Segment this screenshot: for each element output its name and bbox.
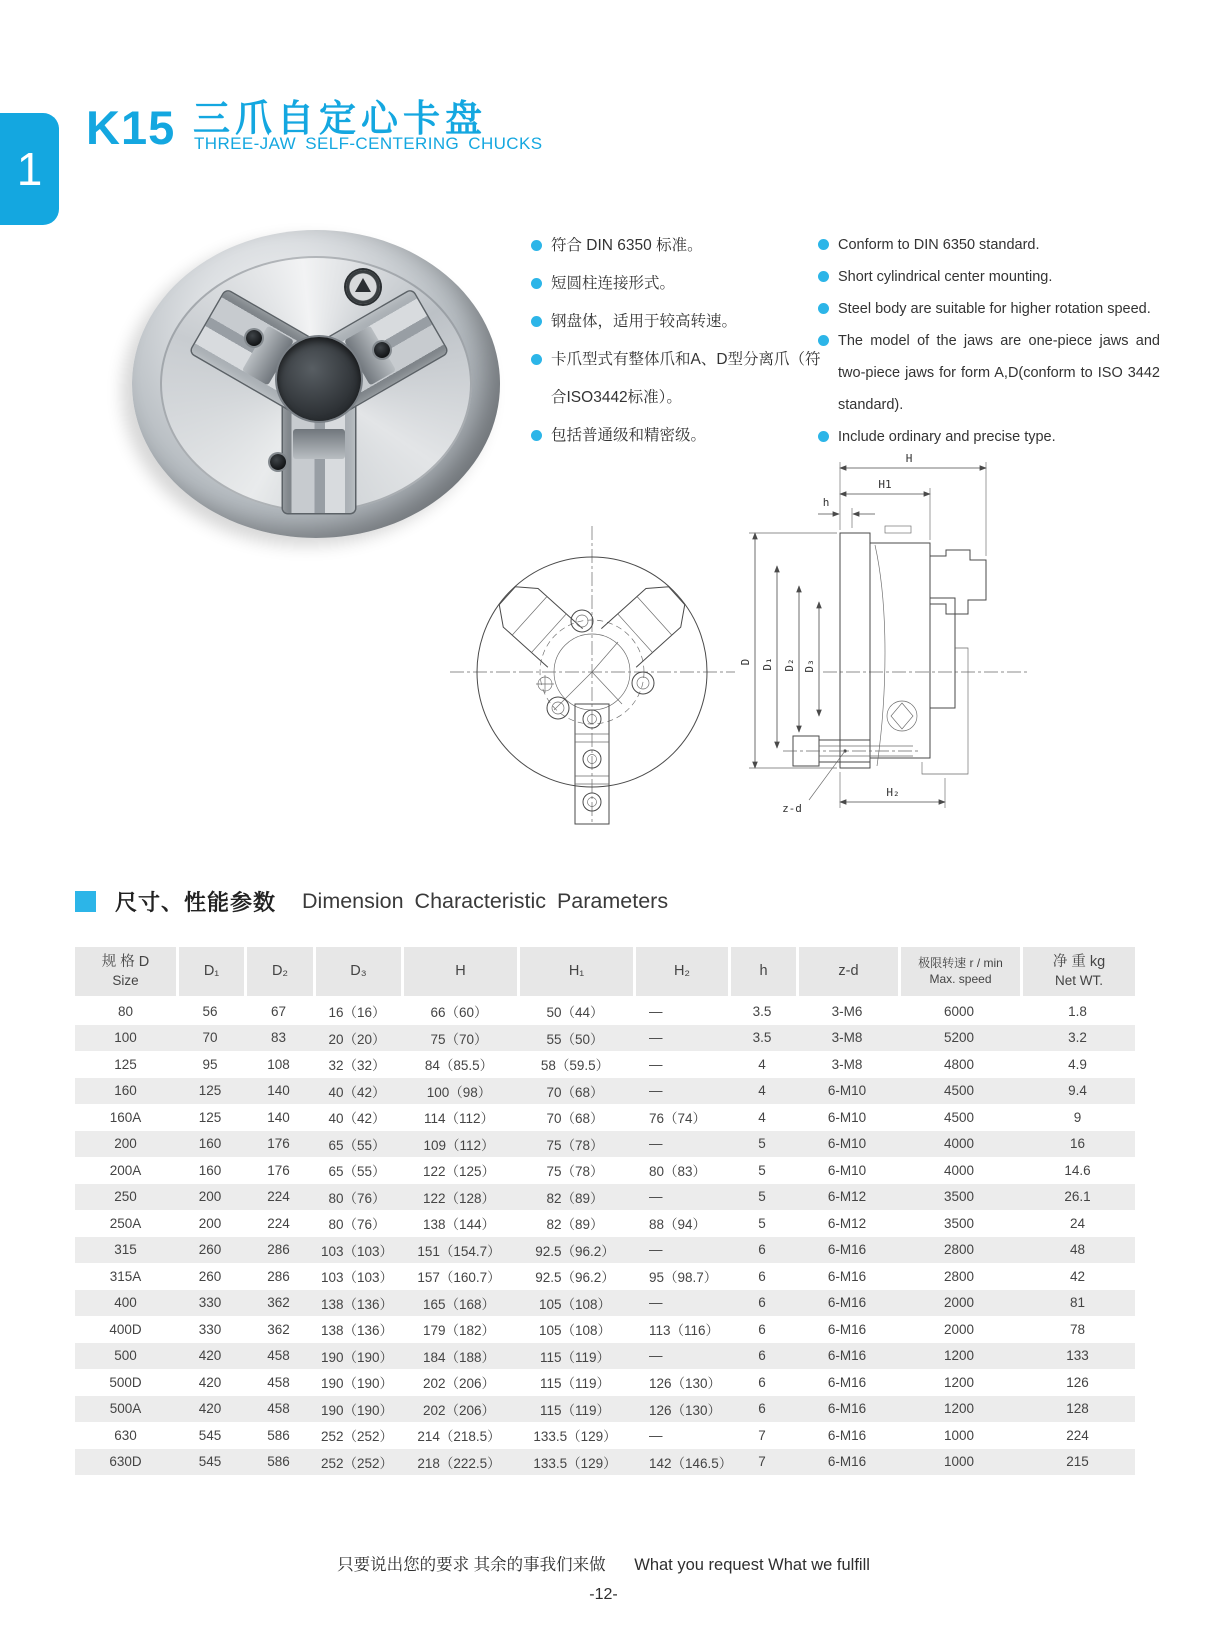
table-cell: 630D [75,1449,176,1476]
table-row [75,1263,1135,1290]
bullet-icon [531,354,542,365]
table-cell: 5 [728,1184,796,1211]
table-cell: 224 [244,1184,313,1211]
table-cell: 160 [198,1162,222,1178]
table-cell: 32（32） [328,1058,386,1074]
table-cell: 138（144） [422,1217,496,1233]
feature-text: The model of the jaws are one-piece jaws and two-piece jaws for form A,D(conform to ISO 3442 standard). [838,333,1160,413]
col-h-cap: H [401,947,517,998]
table-cell: 58（59.5） [540,1058,610,1074]
table-cell: 202（206） [422,1376,496,1392]
table-cell: 142（146.5） [633,1449,728,1476]
dim-label-H2: H₂ [886,786,900,799]
feature-text: 钢盘体，适用于较高转速。 [551,313,738,330]
table-cell: 6-M16 [796,1396,898,1423]
table-cell: — [633,1184,728,1211]
footer-slogan [0,1551,1207,1575]
table-cell: 630 [114,1427,137,1443]
table-cell: 362 [267,1321,290,1337]
table-cell: 20（20） [313,1025,401,1052]
feature-item [531,341,823,417]
table-row [75,1104,1135,1131]
table-cell: 6 [758,1268,766,1284]
table-cell: 3-M8 [796,1025,898,1052]
table-cell: 1200 [898,1396,1020,1423]
table-cell: 160 [75,1078,176,1105]
table-cell: 83 [244,1025,313,1052]
table-cell: 315A [109,1268,142,1284]
table-cell: 3.2 [1020,1025,1135,1052]
table-cell: 260 [176,1237,244,1264]
table-row [75,1237,1135,1264]
feature-text: 短圆柱连接形式。 [551,275,676,292]
bullet-icon [531,278,542,289]
table-cell: 6-M16 [827,1321,867,1337]
section-square-icon [75,891,96,912]
bullet-icon [818,303,829,314]
table-cell: 14.6 [1064,1162,1091,1178]
parameters-table-wrap [75,947,1135,1475]
table-cell: 82（89） [546,1217,604,1233]
table-cell: 125 [176,1078,244,1105]
table-cell: 3-M6 [831,1003,863,1019]
table-cell: 70（68） [546,1111,604,1127]
table-cell: 108 [267,1056,290,1072]
col-zd: z-d [796,947,898,998]
table-cell: 420 [176,1343,244,1370]
side-view [739,452,1030,815]
feature-item [818,325,1160,421]
table-row [75,1290,1135,1317]
table-cell: 133 [1020,1343,1135,1370]
screw-icon [374,342,390,358]
col-d3: D₃ [313,947,401,998]
table-cell: 78 [1069,1321,1086,1337]
table-cell: 50（44） [546,1005,604,1021]
chapter-number: 1 [16,143,43,195]
table-cell: 26.1 [1020,1184,1135,1211]
table-cell: 184（188） [401,1343,517,1370]
table-cell: 250A [109,1215,142,1231]
table-cell: 133.5（129） [517,1449,633,1476]
dim-label-H1: H1 [878,478,892,491]
bullet-icon [818,431,829,442]
table-cell: 6-M16 [827,1427,867,1443]
table-cell: 160 [176,1131,244,1158]
table-cell: 6-M10 [827,1162,867,1178]
table-cell: 6000 [943,1003,975,1019]
feature-text: 卡爪型式有整体爪和A、D型分离爪（符合ISO3442标准）。 [551,351,821,406]
col-max-speed: 极限转速 r / min Max. speed [898,947,1020,998]
table-cell: 3.5 [752,1003,772,1019]
table-cell: 6-M10 [796,1078,898,1105]
table-cell: 126（130） [633,1396,728,1423]
front-view [450,526,735,824]
table-cell: 5200 [898,1025,1020,1052]
table-cell: — [633,1343,728,1370]
table-cell: 92.5（96.2） [517,1237,633,1264]
feature-text: Steel body are suitable for higher rotation speed. [838,301,1151,317]
table-cell: 420 [176,1396,244,1423]
table-cell: — [633,1237,728,1264]
table-cell: 75（70） [401,1025,517,1052]
table-cell: 214（218.5） [417,1429,501,1445]
col-h: h [728,947,796,998]
feature-item [531,227,823,265]
feature-item [818,261,1160,293]
table-cell: 40（42） [328,1111,386,1127]
feature-list-en [818,229,1160,453]
table-cell: 4 [758,1109,766,1125]
table-row [75,1316,1135,1343]
feature-text: Short cylindrical center mounting. [838,269,1053,285]
table-cell: 500A [75,1396,176,1423]
table-cell: 42 [1069,1268,1086,1284]
bullet-icon [818,239,829,250]
table-row [75,1369,1135,1396]
table-cell: — [649,1003,663,1019]
table-cell: 55（50） [517,1025,633,1052]
table-cell: 56 [202,1003,218,1019]
table-cell: 160A [109,1109,142,1125]
section-title [75,886,668,917]
table-row [75,1396,1135,1423]
table-cell: 75（78） [517,1131,633,1158]
table-cell: 70 [176,1025,244,1052]
footer-slogan-cn: 只要说出您的要求 其余的事我们来做 [337,1556,606,1574]
table-cell: 4000 [943,1162,975,1178]
table-cell: 5 [758,1215,766,1231]
feature-text: Conform to DIN 6350 standard. [838,237,1040,253]
table-cell: 252（252） [320,1429,394,1445]
table-cell: 6-M12 [827,1215,867,1231]
table-cell: 100 [75,1025,176,1052]
table-cell: 4500 [943,1109,975,1125]
table-cell: 6 [728,1343,796,1370]
table-cell: 109（112） [401,1131,517,1158]
table-cell: 458 [244,1396,313,1423]
feature-list-cn [531,227,823,455]
table-cell: 67 [270,1003,287,1019]
table-cell: 100（98） [401,1078,517,1105]
table-cell: 128 [1020,1396,1135,1423]
table-cell: 3500 [943,1215,975,1231]
technical-drawing [415,448,1087,830]
table-cell: 48 [1020,1237,1135,1264]
dim-label-H: H [905,452,913,465]
table-cell: 65（55） [313,1131,401,1158]
table-cell: 6-M16 [796,1343,898,1370]
table-cell: — [633,1025,728,1052]
screw-icon [246,330,262,346]
footer-slogan-en: What you request What we fulfill [634,1556,870,1574]
table-cell: 157（160.7） [417,1270,501,1286]
table-cell: 40（42） [313,1078,401,1105]
table-cell: 420 [198,1374,222,1390]
table-cell: 176 [244,1131,313,1158]
table-cell: 1000 [943,1427,975,1443]
table-cell: 88（94） [649,1217,707,1233]
table-cell: 330 [198,1321,222,1337]
table-cell: 3500 [898,1184,1020,1211]
table-cell: 200 [198,1215,222,1231]
table-cell: 92.5（96.2） [535,1270,615,1286]
table-cell: 190（190） [313,1396,401,1423]
table-cell: 6-M16 [827,1374,867,1390]
table-body [75,998,1135,1475]
table-cell: — [633,1131,728,1158]
table-cell: 190（190） [313,1343,401,1370]
table-cell: 7 [728,1449,796,1476]
table-cell: 545 [198,1427,222,1443]
col-d1: D₁ [176,947,244,998]
table-cell: 95 [202,1056,218,1072]
col-net-weight: 净 重 kg Net WT. [1020,947,1135,998]
table-cell: 126 [1066,1374,1089,1390]
table-cell: 105（108） [517,1290,633,1317]
table-cell: 125 [198,1109,222,1125]
table-row [75,1025,1135,1052]
table-cell: 586 [244,1449,313,1476]
bullet-icon [531,316,542,327]
col-h1: H₁ [517,947,633,998]
table-cell: 84（85.5） [424,1058,494,1074]
table-cell: 330 [176,1290,244,1317]
table-cell: 24 [1069,1215,1086,1231]
table-cell: 6 [758,1374,766,1390]
table-cell: 151（154.7） [401,1237,517,1264]
table-cell: 2000 [898,1290,1020,1317]
table-cell: 115（119） [517,1343,633,1370]
parameters-table [75,947,1135,1475]
table-cell: 4000 [898,1131,1020,1158]
chuck-center-hole [277,337,361,421]
table-row [75,1131,1135,1158]
table-cell: 80（76） [313,1184,401,1211]
table-cell: 76（74） [649,1111,707,1127]
table-cell: 16（16） [328,1005,386,1021]
table-cell: 3.5 [728,1025,796,1052]
table-cell: 165（168） [401,1290,517,1317]
table-cell: 260 [198,1268,222,1284]
table-cell: 1.8 [1068,1003,1087,1019]
table-row [75,1157,1135,1184]
dim-label-D: D [739,658,752,666]
table-cell: 586 [267,1427,290,1443]
table-cell: 6-M16 [827,1268,867,1284]
page-title-en: THREE-JAW SELF-CENTERING CHUCKS [194,134,543,153]
page-number: -12- [589,1586,618,1603]
feature-item [531,265,823,303]
table-cell: 218（222.5） [401,1449,517,1476]
table-cell: 362 [244,1290,313,1317]
table-cell: — [633,1078,728,1105]
table-cell: 4 [758,1056,766,1072]
table-cell: 103（103） [320,1270,394,1286]
table-cell: 114（112） [423,1111,495,1127]
screw-icon [270,454,286,470]
table-cell: 6 [728,1237,796,1264]
dim-label-h: h [822,496,830,509]
feature-item [531,303,823,341]
table-cell: 103（103） [313,1237,401,1264]
table-cell: 200 [176,1184,244,1211]
col-h2: H₂ [633,947,728,998]
feature-item [818,293,1160,325]
table-row [75,1184,1135,1211]
table-cell: 3-M8 [831,1056,863,1072]
table-cell: 126（130） [649,1376,722,1392]
dim-label-D3: D₃ [803,659,816,673]
table-row [75,1343,1135,1370]
table-cell: 6-M12 [796,1184,898,1211]
table-cell: 6-M16 [796,1237,898,1264]
table-cell: 4800 [943,1056,975,1072]
table-cell: 176 [267,1162,290,1178]
col-size: 规 格 D Size [75,947,176,998]
table-cell: 6-M16 [796,1449,898,1476]
table-cell: 224 [267,1215,290,1231]
table-cell: 4500 [898,1078,1020,1105]
table-cell: 138（136） [320,1323,394,1339]
table-cell: 82（89） [517,1184,633,1211]
table-cell: 190（190） [320,1376,394,1392]
table-cell: 6-M10 [796,1131,898,1158]
table-cell: 200 [75,1131,176,1158]
model-code: K15 [86,101,176,154]
table-cell: 115（119） [517,1396,633,1423]
table-cell: — [649,1056,663,1072]
table-cell: 5 [728,1131,796,1158]
table-cell: 138（136） [313,1290,401,1317]
bullet-icon [531,430,542,441]
table-cell: 80（83） [649,1164,707,1180]
table-cell: 16 [1020,1131,1135,1158]
table-cell: 4.9 [1068,1056,1087,1072]
table-cell: — [633,1290,728,1317]
feature-text: Include ordinary and precise type. [838,429,1056,445]
brand-badge-icon [346,270,380,304]
table-cell: 4 [728,1078,796,1105]
table-cell: 500D [109,1374,142,1390]
table-cell: — [649,1427,663,1443]
table-cell: 6 [758,1321,766,1337]
table-cell: 115（119） [539,1376,611,1392]
table-header [75,947,1135,998]
table-cell: 7 [758,1427,766,1443]
table-cell: 400 [75,1290,176,1317]
table-cell: 5 [758,1162,766,1178]
table-cell: 286 [267,1268,290,1284]
table-row [75,1078,1135,1105]
table-cell: 6 [728,1396,796,1423]
page-title-cn: 三爪自定心卡盘 [193,98,487,139]
table-cell: 6 [728,1290,796,1317]
table-cell: 200A [109,1162,142,1178]
table-cell: 66（60） [430,1005,488,1021]
table-cell: 95（98.7） [649,1270,718,1286]
table-cell: 215 [1020,1449,1135,1476]
table-cell: 122（125） [422,1164,496,1180]
table-cell: 81 [1020,1290,1135,1317]
dim-label-D1: D₁ [761,657,774,671]
table-cell: 125 [114,1056,137,1072]
table-cell: 133.5（129） [533,1429,617,1445]
table-row [75,1449,1135,1476]
table-cell: 252（252） [313,1449,401,1476]
table-cell: 65（55） [328,1164,386,1180]
table-cell: 2800 [898,1237,1020,1264]
bullet-icon [531,240,542,251]
table-cell: 75（78） [546,1164,604,1180]
table-cell: 458 [244,1343,313,1370]
table-cell: 1200 [898,1343,1020,1370]
table-cell: 140 [267,1109,290,1125]
table-cell: 315 [75,1237,176,1264]
table-cell: 6-M16 [796,1290,898,1317]
table-cell: 202（206） [401,1396,517,1423]
table-cell: 1200 [943,1374,975,1390]
table-cell: 179（182） [422,1323,496,1339]
table-cell: 80（76） [328,1217,386,1233]
table-cell: 1000 [898,1449,1020,1476]
table-cell: 286 [244,1237,313,1264]
table-cell: 500 [75,1343,176,1370]
feature-item [818,229,1160,261]
feature-text: 符合 DIN 6350 标准。 [551,237,703,254]
dim-label-D2: D₂ [783,658,796,672]
table-cell: 458 [267,1374,290,1390]
table-cell: 105（108） [538,1323,612,1339]
bullet-icon [818,335,829,346]
table-row [75,1210,1135,1237]
table-row [75,998,1135,1025]
table-row [75,1422,1135,1449]
feature-text: 包括普通级和精密级。 [551,427,707,444]
table-cell: 113（116） [649,1323,720,1339]
table-cell: 80 [117,1003,134,1019]
col-d2: D₂ [244,947,313,998]
table-cell: 9 [1073,1109,1082,1125]
table-cell: 70（68） [517,1078,633,1105]
section-title-en: Dimension Characteristic Parameters [302,889,669,913]
table-cell: 224 [1066,1427,1089,1443]
table-cell: 400D [109,1321,142,1337]
table-row [75,1051,1135,1078]
table-cell: 2800 [943,1268,975,1284]
table-cell: 122（128） [401,1184,517,1211]
table-cell: 250 [75,1184,176,1211]
table-cell: 6-M10 [827,1109,867,1125]
dim-label-zd: z-d [782,802,802,815]
table-cell: 545 [176,1449,244,1476]
section-title-cn: 尺寸、性能参数 [115,890,277,915]
table-cell: 140 [244,1078,313,1105]
chapter-tab [0,113,59,225]
bullet-icon [818,271,829,282]
table-cell: 9.4 [1020,1078,1135,1105]
table-cell: 2000 [943,1321,975,1337]
